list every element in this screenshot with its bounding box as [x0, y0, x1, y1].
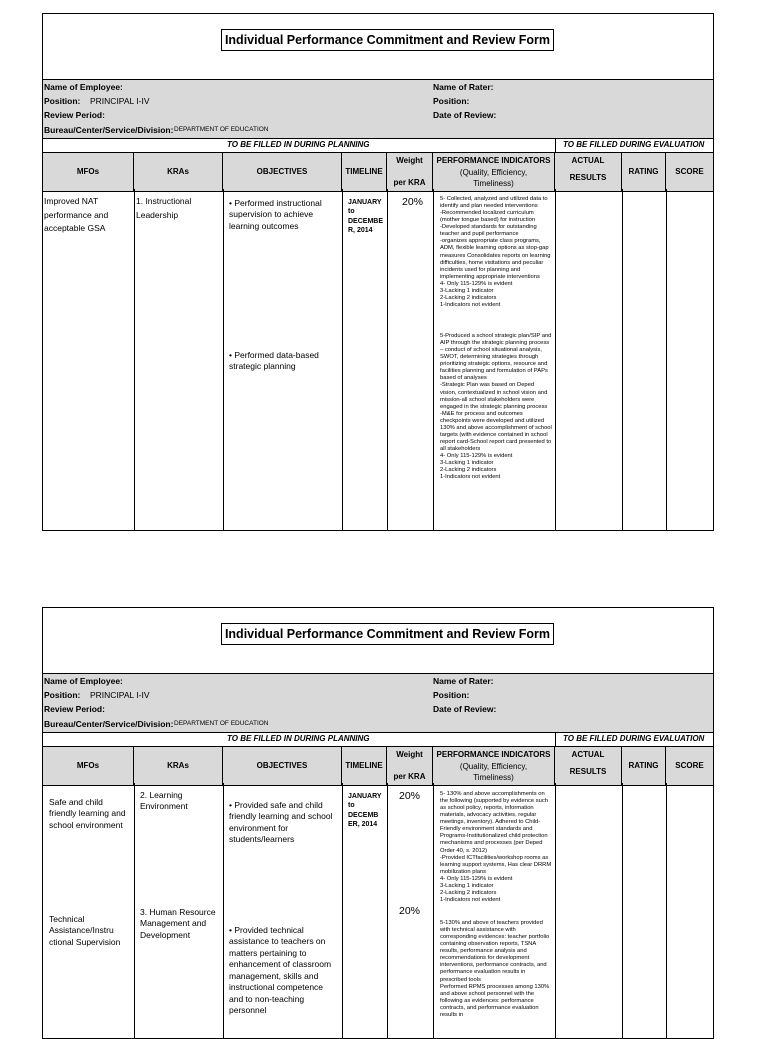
header-kras: KRAs: [134, 747, 223, 785]
bureau-value: DEPARTMENT OF EDUCATION: [174, 126, 269, 133]
row-1-kra: 1. Instructional Leadership: [136, 196, 192, 220]
table-body: [43, 783, 713, 1038]
review-period-label: Review Period:: [44, 704, 105, 714]
row-1-indicators: 5- 130% and above accomplishments on the following (supported by evidence such as school policy, reports, information materials, advocacy activities, regular meetings, inventory). Adhered to Child-Friendly environment standards and Programs-Institutionalized child protection mechanisms and processes (per Deped Order 40, s. 2012) -Provided ICTfacilities/workshop rooms as learning support systems, Has clear DRRM mobilization plans 4- Only 115-129% is evident 3-Lacking 1 indicator 2-Lacking 2 indicators 1-Indicators not evident: [440, 791, 552, 903]
rater-position-label: Position:: [433, 96, 470, 106]
row-2-objective: • Provided technical assistance to teachers on matters pertaining to enhancement of classroom management, skills and instructional competence and to non-teaching personnel: [229, 925, 332, 1016]
bureau-label: Bureau/Center/Service/Division:: [44, 719, 174, 729]
form-1: [42, 13, 714, 531]
header-weight-line2: per KRA: [393, 178, 426, 188]
header-kras: KRAs: [134, 153, 223, 191]
header-actual-line1: ACTUAL: [571, 156, 605, 165]
employee-info: [43, 80, 713, 139]
header-score: SCORE: [675, 761, 704, 771]
row-1-mfo: Safe and child friendly learning and school environment: [49, 797, 126, 830]
header-pi-line1: PERFORMANCE INDICATORS: [436, 750, 551, 759]
header-actual-line2: RESULTS: [569, 172, 607, 182]
header-mfos: MFOs: [43, 153, 134, 191]
header-objectives: OBJECTIVES: [223, 153, 342, 191]
employee-label: Name of Employee:: [44, 676, 123, 686]
table-header: [43, 153, 713, 192]
position-value: PRINCIPAL I-IV: [90, 96, 150, 106]
position-value: PRINCIPAL I-IV: [90, 690, 150, 700]
header-mfos: MFOs: [43, 747, 134, 785]
row-2-kra: 3. Human Resource Management and Development: [140, 907, 216, 940]
header-pi-line2: (Quality, Efficiency,: [459, 167, 528, 177]
position-label: Position:: [44, 96, 81, 106]
form-header: [43, 608, 713, 674]
planning-banner: TO BE FILLED IN DURING PLANNING: [227, 734, 370, 743]
row-1-objective: • Provided safe and child friendly learning and school environment for students/learners: [229, 800, 333, 845]
form-2: [42, 607, 714, 1039]
row-2-weight: 20%: [399, 905, 421, 917]
rater-position-label: Position:: [433, 690, 470, 700]
header-actual-line1: ACTUAL: [571, 750, 605, 759]
header-rating: RATING: [622, 747, 666, 785]
header-weight-line1: Weight: [396, 156, 423, 165]
row-2-mfo: Technical Assistance/Instru ctional Supervision: [49, 914, 121, 947]
section-banner: [43, 733, 713, 747]
header-objectives: OBJECTIVES: [223, 747, 342, 785]
header-timeline: TIMELINE: [342, 153, 387, 191]
form-title: Individual Performance Commitment and Review Form: [221, 29, 554, 51]
evaluation-banner: TO BE FILLED DURING EVALUATION: [563, 734, 705, 743]
header-rating: RATING: [622, 153, 666, 191]
header-pi-line3: Timeliness): [473, 773, 514, 783]
employee-info: [43, 674, 713, 733]
rater-label: Name of Rater:: [433, 82, 494, 92]
table-body: [43, 189, 713, 530]
header-performance-indicators: [433, 153, 555, 191]
form-header: [43, 14, 713, 80]
header-weight: [387, 747, 433, 785]
row-1-mfo: Improved NAT performance and acceptable GSA: [44, 196, 109, 234]
row-1-timeline: JANUARY to DECEMB ER, 2014: [348, 793, 382, 829]
header-actual-results: [555, 747, 622, 785]
rater-label: Name of Rater:: [433, 676, 494, 686]
date-of-review-label: Date of Review:: [433, 110, 497, 120]
row-2-indicators: 5-130% and above of teachers provided with technical assistance with corresponding evidences: teacher portfolio containing observation reports, TSNA results, performance analysis and recommendations for development interventions, performance contracts, and performance evaluation results in prescribed tools Performed RPMS processes among 130% and above school personnel with the following as evidences: performance contracts, and performance evaluation results in: [440, 920, 550, 1018]
table-header: [43, 747, 713, 786]
header-actual-results: [555, 153, 622, 191]
evaluation-banner: TO BE FILLED DURING EVALUATION: [563, 140, 705, 149]
header-actual-line2: RESULTS: [569, 766, 607, 776]
header-weight-line1: Weight: [396, 750, 423, 759]
row-2-indicators: 5-Produced a school strategic plan/SIP and AIP through the strategic planning process – conduct of school situational analysis, SWOT, determining strategies through prioritizing strategic options, resource and facilities planning and formulation of PAPs based of analyses -Strategic Plan was based on Deped vision, contextualized in school vision and mission-all school stakeholders were engaged in the strategic planning process -M&E for process and outcomes checkpoints were developed and utilized 130% and above accomplishment of school targets (with evidence contained in school report card-School report card presented to all stakeholders 4- Only 115-129% is evident 3-Lacking 1 indicator 2-Lacking 2 indicators 1-Indicators not evident: [440, 333, 552, 481]
bureau-value: DEPARTMENT OF EDUCATION: [174, 720, 269, 727]
bureau-label: Bureau/Center/Service/Division:: [44, 125, 174, 135]
row-1-objective: • Performed instructional supervision to achieve learning outcomes: [229, 198, 322, 231]
position-label: Position:: [44, 690, 81, 700]
header-weight: [387, 153, 433, 191]
header-pi-line3: Timeliness): [473, 179, 514, 189]
employee-label: Name of Employee:: [44, 82, 123, 92]
form-title: Individual Performance Commitment and Review Form: [221, 623, 554, 645]
row-1-weight: 20%: [399, 790, 421, 802]
header-timeline: TIMELINE: [342, 747, 387, 785]
row-2-objective: • Performed data-based strategic planning: [229, 350, 319, 372]
date-of-review-label: Date of Review:: [433, 704, 497, 714]
header-pi-line1: PERFORMANCE INDICATORS: [436, 156, 551, 165]
planning-banner: TO BE FILLED IN DURING PLANNING: [227, 140, 370, 149]
review-period-label: Review Period:: [44, 110, 105, 120]
header-pi-line2: (Quality, Efficiency,: [459, 761, 528, 771]
header-score: SCORE: [675, 167, 704, 177]
header-performance-indicators: [433, 747, 555, 785]
row-1-indicators: 5- Collected, analyzed and utilized data to identify and plan needed interventions -Recommended localized curriculum (mother tongue based) for instruction -Developed standards for outstanding teacher and pupil performance -organizes appropriate class programs, ADM, flexible learning options as stop-gap measures Consolidates reports on learning difficulties, home visitations and peculiar incidents used for planning and implementing appropriate interventions 4- Only 115-129% is evident 3-Lacking 1 indicator 2-Lacking 2 indicators 1-Indicators not evident: [440, 196, 551, 308]
row-1-timeline: JANUARY to DECEMBE R, 2014: [348, 199, 384, 235]
row-1-weight: 20%: [402, 196, 424, 208]
section-banner: [43, 139, 713, 153]
row-1-kra: 2. Learning Environment: [140, 790, 188, 812]
header-weight-line2: per KRA: [393, 772, 426, 782]
